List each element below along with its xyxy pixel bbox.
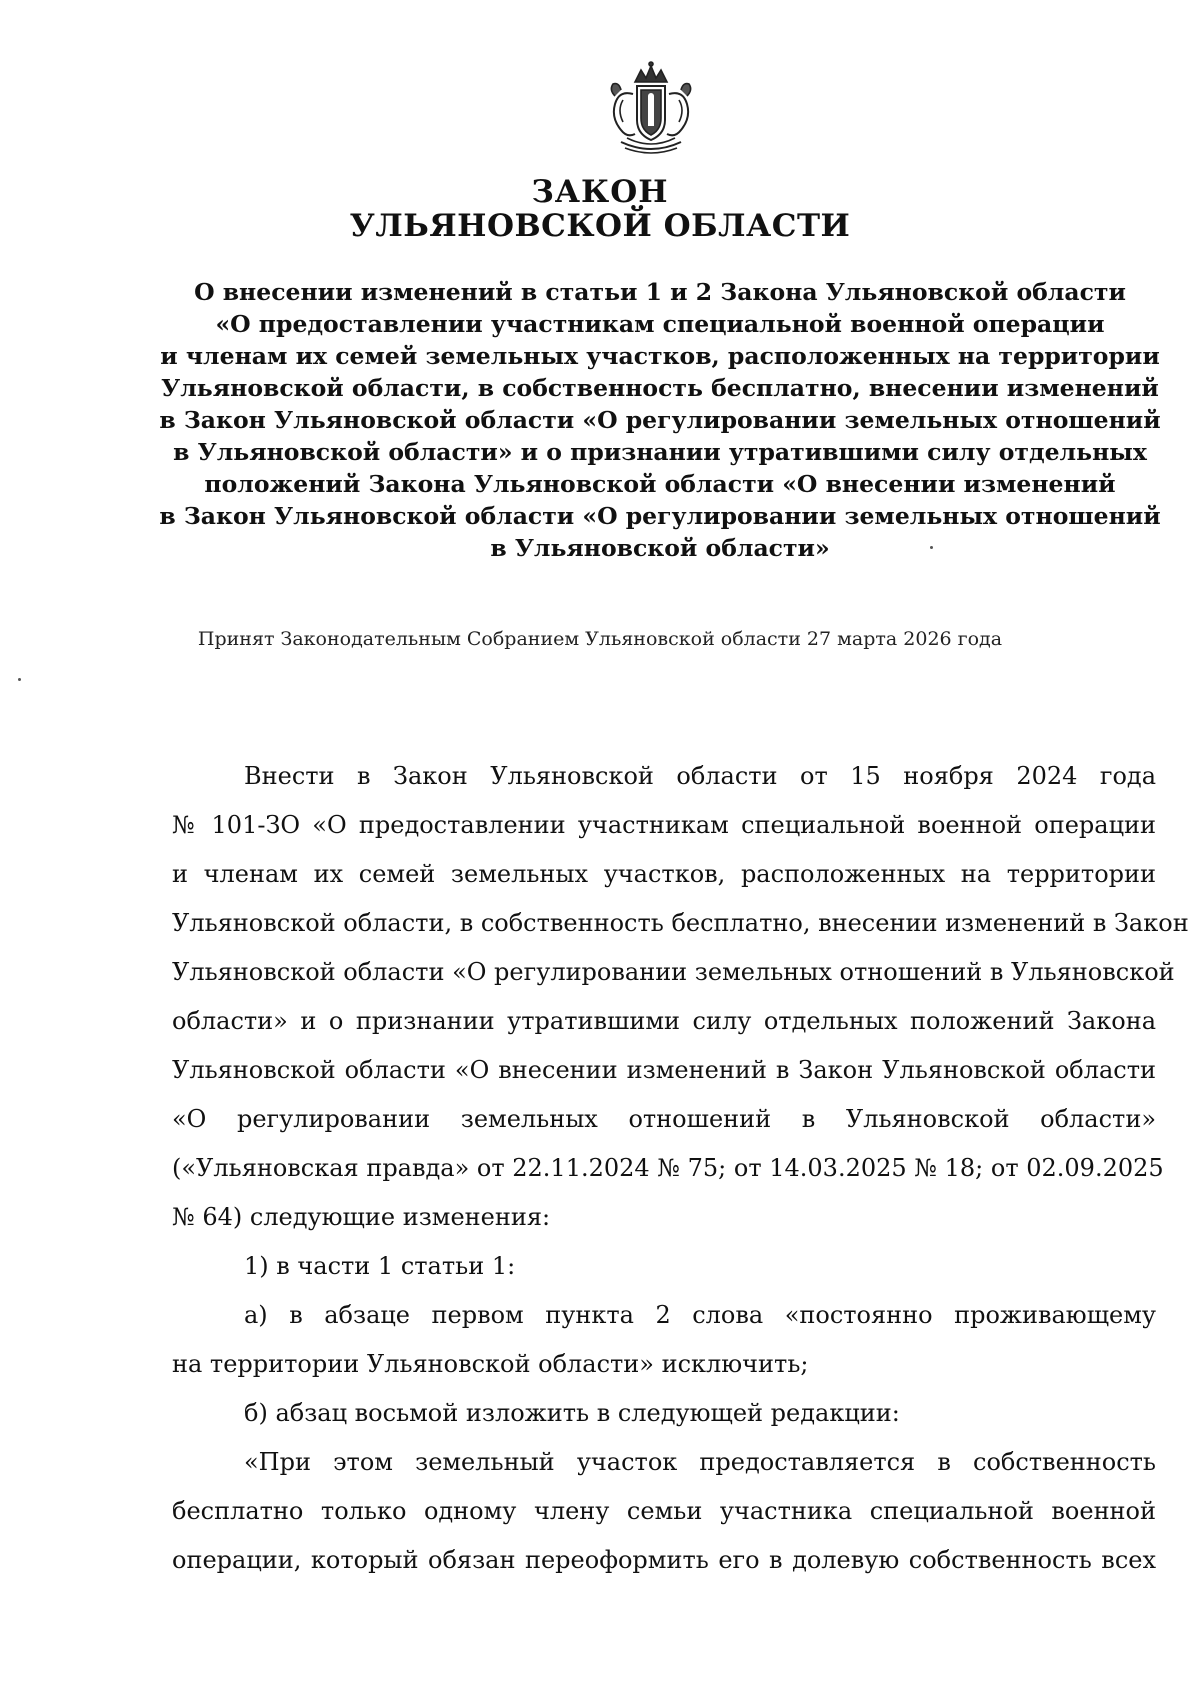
body-line: 1) в части 1 статьи 1:	[244, 1252, 516, 1280]
title-line: в Ульяновской области»	[490, 534, 830, 562]
body-line: и членам их семей земельных участков, расположенных на территории	[172, 860, 1156, 888]
scan-speck	[18, 678, 21, 681]
body-line: Ульяновской области, в собственность бесплатно, внесении изменений в Закон	[172, 909, 1189, 937]
body-line: «При этом земельный участок предоставляется в собственность	[244, 1448, 1156, 1476]
law-heading: ЗАКОН	[531, 174, 669, 210]
body-line: («Ульяновская правда» от 22.11.2024 № 75; от 14.03.2025 № 18; от 02.09.2025	[172, 1154, 1164, 1182]
title-line: Ульяновской области, в собственность бесплатно, внесении изменений	[161, 374, 1159, 402]
body-line: № 101-ЗО «О предоставлении участникам специальной военной операции	[172, 811, 1156, 839]
adoption-note: Принят Законодательным Собранием Ульяновской области 27 марта 2026 года	[197, 628, 1003, 650]
body-line: Ульяновской области «О регулировании земельных отношений в Ульяновской	[172, 958, 1175, 986]
body-line: а) в абзаце первом пункта 2 слова «постоянно проживающему	[244, 1301, 1156, 1329]
body-line: № 64) следующие изменения:	[172, 1203, 551, 1231]
title-line: «О предоставлении участникам специальной военной операции	[215, 310, 1105, 338]
title-line: положений Закона Ульяновской области «О внесении изменений	[204, 470, 1116, 498]
law-body	[172, 756, 1189, 1589]
body-line: Внести в Закон Ульяновской области от 15 ноября 2024 года	[244, 762, 1156, 790]
scan-speck	[930, 546, 933, 549]
title-line: в Закон Ульяновской области «О регулировании земельных отношений	[159, 502, 1161, 530]
body-line: б) абзац восьмой изложить в следующей редакции:	[244, 1399, 900, 1427]
body-line: на территории Ульяновской области» исключить;	[172, 1350, 809, 1378]
coat-of-arms-icon	[601, 60, 701, 158]
title-line: в Закон Ульяновской области «О регулировании земельных отношений	[159, 406, 1161, 434]
body-line: «О регулировании земельных отношений в Ульяновской области»	[172, 1105, 1156, 1133]
region-heading: УЛЬЯНОВСКОЙ ОБЛАСТИ	[349, 208, 851, 244]
body-line: области» и о признании утратившими силу отдельных положений Закона	[172, 1007, 1156, 1035]
title-line: и членам их семей земельных участков, расположенных на территории	[160, 342, 1160, 370]
title-line: в Ульяновской области» и о признании утратившими силу отдельных	[173, 438, 1147, 466]
body-line: бесплатно только одному члену семьи участника специальной военной	[172, 1497, 1156, 1525]
body-line: операции, который обязан переоформить его в долевую собственность всех	[172, 1546, 1156, 1574]
title-line: О внесении изменений в статьи 1 и 2 Закона Ульяновской области	[194, 278, 1126, 306]
law-title	[150, 276, 1170, 564]
body-line: Ульяновской области «О внесении изменений в Закон Ульяновской области	[172, 1056, 1156, 1084]
